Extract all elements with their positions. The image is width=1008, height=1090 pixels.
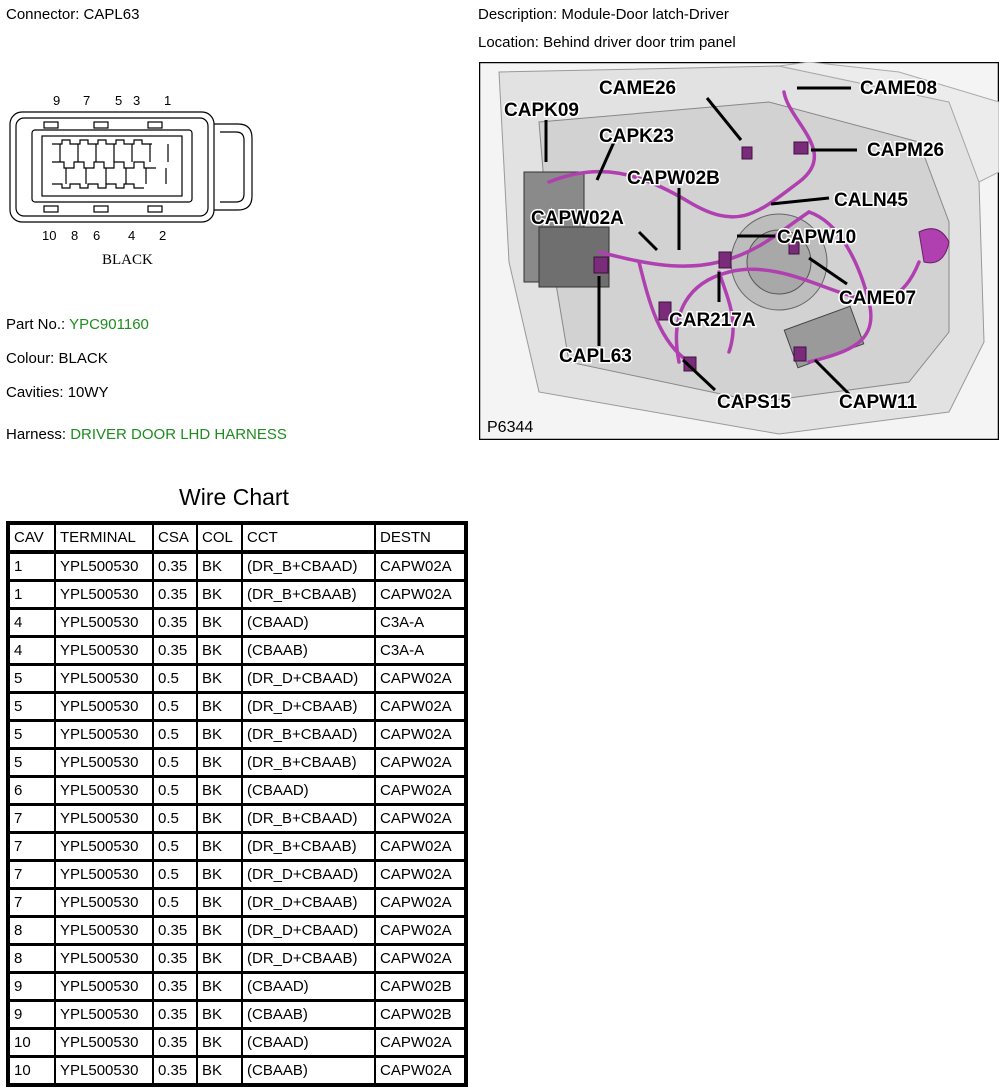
colour-label: Colour: [6, 350, 55, 367]
cell-cav: 8 [9, 916, 55, 944]
cavities-line [6, 384, 109, 401]
description-line [478, 6, 729, 23]
cell-cct: (CBAAB) [242, 1056, 375, 1084]
cell-cav: 7 [9, 888, 55, 916]
callout-label: CAME07 [839, 288, 917, 309]
cavities-value: 10WY [67, 384, 109, 401]
cell-cct: (DR_D+CBAAB) [242, 888, 375, 916]
harness-link[interactable]: DRIVER DOOR LHD HARNESS [70, 426, 287, 443]
callout-label: CAPK09 [504, 100, 579, 121]
part-number-link[interactable]: YPC901160 [69, 316, 149, 333]
cell-col: BK [197, 664, 242, 692]
table-row [9, 692, 465, 720]
cell-col: BK [197, 1056, 242, 1084]
cell-cct: (DR_D+CBAAB) [242, 692, 375, 720]
cell-cct: (DR_B+CBAAD) [242, 720, 375, 748]
callout-label: CAME08 [860, 78, 938, 99]
cell-terminal: YPL500530 [55, 888, 153, 916]
cell-col: BK [197, 944, 242, 972]
cell-terminal: YPL500530 [55, 748, 153, 776]
cell-destn: CAPW02A [375, 804, 465, 832]
location-value: Behind driver door trim panel [543, 34, 736, 51]
cell-cav: 4 [9, 608, 55, 636]
callout-label: CAPW02B [627, 168, 720, 189]
cell-col: BK [197, 553, 242, 580]
cell-col: BK [197, 636, 242, 664]
cell-csa: 0.35 [153, 916, 197, 944]
cell-cav: 1 [9, 553, 55, 580]
cell-terminal: YPL500530 [55, 608, 153, 636]
cell-terminal: YPL500530 [55, 580, 153, 608]
connector-line [6, 6, 139, 23]
cell-csa: 0.5 [153, 888, 197, 916]
cell-cav: 7 [9, 804, 55, 832]
cell-destn: CAPW02A [375, 888, 465, 916]
cell-csa: 0.5 [153, 832, 197, 860]
column-header-cav: CAV [9, 524, 55, 553]
cell-destn: CAPW02A [375, 860, 465, 888]
table-row [9, 972, 465, 1000]
cell-cct: (DR_D+CBAAD) [242, 916, 375, 944]
cell-cct: (DR_D+CBAAB) [242, 944, 375, 972]
cell-csa: 0.5 [153, 748, 197, 776]
table-row [9, 1000, 465, 1028]
callout-label: CAR217A [669, 310, 756, 331]
cell-csa: 0.5 [153, 804, 197, 832]
cell-cav: 10 [9, 1028, 55, 1056]
table-row [9, 720, 465, 748]
cell-terminal: YPL500530 [55, 944, 153, 972]
cell-destn: CAPW02B [375, 1000, 465, 1028]
part-number-line [6, 316, 149, 333]
cell-destn: C3A-A [375, 636, 465, 664]
cell-csa: 0.5 [153, 692, 197, 720]
cell-col: BK [197, 1028, 242, 1056]
cell-terminal: YPL500530 [55, 636, 153, 664]
cell-cct: (DR_B+CBAAB) [242, 580, 375, 608]
cell-terminal: YPL500530 [55, 832, 153, 860]
cell-cct: (DR_D+CBAAD) [242, 860, 375, 888]
connector-value: CAPL63 [83, 6, 140, 23]
callout-label: CAPM26 [867, 140, 945, 161]
cell-col: BK [197, 1000, 242, 1028]
cell-destn: CAPW02A [375, 720, 465, 748]
cell-destn: CAPW02A [375, 1056, 465, 1084]
cell-csa: 0.5 [153, 776, 197, 804]
cell-col: BK [197, 748, 242, 776]
cell-terminal: YPL500530 [55, 1056, 153, 1084]
cell-col: BK [197, 916, 242, 944]
cell-cct: (CBAAB) [242, 636, 375, 664]
cell-csa: 0.35 [153, 580, 197, 608]
table-row [9, 776, 465, 804]
cell-csa: 0.35 [153, 608, 197, 636]
cell-csa: 0.35 [153, 1056, 197, 1084]
pin-label-top: 7 [83, 93, 91, 108]
cell-terminal: YPL500530 [55, 916, 153, 944]
cell-csa: 0.35 [153, 972, 197, 1000]
cell-terminal: YPL500530 [55, 692, 153, 720]
table-row [9, 664, 465, 692]
cell-cav: 7 [9, 860, 55, 888]
cell-csa: 0.35 [153, 1000, 197, 1028]
cell-destn: CAPW02A [375, 748, 465, 776]
cell-destn: CAPW02A [375, 553, 465, 580]
callout-label: CAPW10 [777, 227, 857, 248]
description-value: Module-Door latch-Driver [561, 6, 729, 23]
callout-label: CALN45 [834, 190, 908, 211]
pin-label-bottom: 2 [159, 228, 167, 243]
colour-value: BLACK [58, 350, 108, 367]
cell-cav: 7 [9, 832, 55, 860]
cell-destn: CAPW02A [375, 664, 465, 692]
column-header-col: COL [197, 524, 242, 553]
pin-label-bottom: 6 [93, 228, 101, 243]
location-label: Location: [478, 34, 539, 51]
cell-cav: 9 [9, 1000, 55, 1028]
cavities-label: Cavities: [6, 384, 64, 401]
cell-terminal: YPL500530 [55, 553, 153, 580]
cell-cct: (CBAAD) [242, 776, 375, 804]
cell-col: BK [197, 720, 242, 748]
cell-csa: 0.35 [153, 1028, 197, 1056]
harness-line [6, 426, 287, 443]
column-header-terminal: TERMINAL [55, 524, 153, 553]
cell-cct: (DR_B+CBAAD) [242, 804, 375, 832]
pin-label-bottom: 4 [128, 228, 136, 243]
cell-terminal: YPL500530 [55, 860, 153, 888]
door-location-illustration [479, 62, 999, 440]
cell-cav: 9 [9, 972, 55, 1000]
cell-destn: CAPW02A [375, 832, 465, 860]
pin-label-bottom: 8 [71, 228, 79, 243]
column-header-destn: DESTN [375, 524, 465, 553]
cell-destn: CAPW02A [375, 692, 465, 720]
cell-cav: 5 [9, 748, 55, 776]
connector-label: Connector: [6, 6, 80, 23]
cell-cav: 5 [9, 664, 55, 692]
cell-cav: 6 [9, 776, 55, 804]
table-row [9, 1056, 465, 1084]
cell-cct: (CBAAD) [242, 608, 375, 636]
cell-cct: (DR_D+CBAAD) [242, 664, 375, 692]
location-line [478, 34, 736, 51]
cell-col: BK [197, 972, 242, 1000]
table-row [9, 748, 465, 776]
cell-terminal: YPL500530 [55, 664, 153, 692]
cell-csa: 0.35 [153, 636, 197, 664]
cell-terminal: YPL500530 [55, 804, 153, 832]
table-row [9, 608, 465, 636]
table-row [9, 916, 465, 944]
cell-col: BK [197, 580, 242, 608]
table-row [9, 580, 465, 608]
cell-col: BK [197, 804, 242, 832]
description-label: Description: [478, 6, 558, 23]
wire-chart-table [6, 521, 468, 1087]
table-row [9, 804, 465, 832]
table-header-row [9, 524, 465, 553]
cell-csa: 0.5 [153, 860, 197, 888]
cell-destn: CAPW02B [375, 972, 465, 1000]
callout-label: CAPW11 [839, 392, 918, 413]
cell-destn: CAPW02A [375, 944, 465, 972]
pin-label-bottom: 10 [42, 228, 57, 243]
cell-destn: CAPW02A [375, 776, 465, 804]
cell-cct: (CBAAB) [242, 1000, 375, 1028]
cell-destn: CAPW02A [375, 1028, 465, 1056]
column-header-csa: CSA [153, 524, 197, 553]
cell-cct: (DR_B+CBAAB) [242, 748, 375, 776]
cell-cct: (CBAAD) [242, 1028, 375, 1056]
pin-label-top: 9 [53, 93, 61, 108]
cell-cct: (CBAAD) [242, 972, 375, 1000]
cell-csa: 0.35 [153, 944, 197, 972]
connector-colour-label: BLACK [102, 252, 153, 268]
cell-cav: 5 [9, 720, 55, 748]
cell-destn: C3A-A [375, 608, 465, 636]
table-row [9, 553, 465, 580]
cell-destn: CAPW02A [375, 916, 465, 944]
cell-cav: 5 [9, 692, 55, 720]
cell-col: BK [197, 608, 242, 636]
cell-csa: 0.35 [153, 553, 197, 580]
cell-col: BK [197, 888, 242, 916]
table-row [9, 1028, 465, 1056]
cell-col: BK [197, 860, 242, 888]
harness-label: Harness: [6, 426, 67, 443]
photo-reference: P6344 [487, 419, 534, 436]
cell-csa: 0.5 [153, 664, 197, 692]
table-row [9, 832, 465, 860]
colour-line [6, 350, 108, 367]
cell-col: BK [197, 776, 242, 804]
table-row [9, 636, 465, 664]
cell-cav: 4 [9, 636, 55, 664]
cell-csa: 0.5 [153, 720, 197, 748]
callout-label: CAPK23 [599, 126, 674, 147]
callout-label: CAPS15 [717, 392, 791, 413]
cell-cav: 8 [9, 944, 55, 972]
cell-terminal: YPL500530 [55, 720, 153, 748]
callout-label: CAPL63 [559, 346, 632, 367]
cell-col: BK [197, 692, 242, 720]
cell-destn: CAPW02A [375, 580, 465, 608]
connector-face-diagram [6, 88, 268, 268]
cell-cav: 1 [9, 580, 55, 608]
cell-terminal: YPL500530 [55, 972, 153, 1000]
pin-label-top: 3 [133, 93, 141, 108]
cell-cct: (DR_B+CBAAB) [242, 832, 375, 860]
cell-terminal: YPL500530 [55, 776, 153, 804]
table-row [9, 944, 465, 972]
cell-terminal: YPL500530 [55, 1028, 153, 1056]
cell-cct: (DR_B+CBAAD) [242, 553, 375, 580]
table-row [9, 860, 465, 888]
part-number-label: Part No.: [6, 316, 66, 333]
cell-terminal: YPL500530 [55, 1000, 153, 1028]
column-header-cct: CCT [242, 524, 375, 553]
wire-chart-title: Wire Chart [179, 484, 289, 510]
pin-label-top: 1 [164, 93, 172, 108]
callout-label: CAME26 [599, 78, 677, 99]
cell-col: BK [197, 832, 242, 860]
cell-cav: 10 [9, 1056, 55, 1084]
pin-label-top: 5 [115, 93, 123, 108]
table-row [9, 888, 465, 916]
callout-label: CAPW02A [531, 208, 624, 229]
